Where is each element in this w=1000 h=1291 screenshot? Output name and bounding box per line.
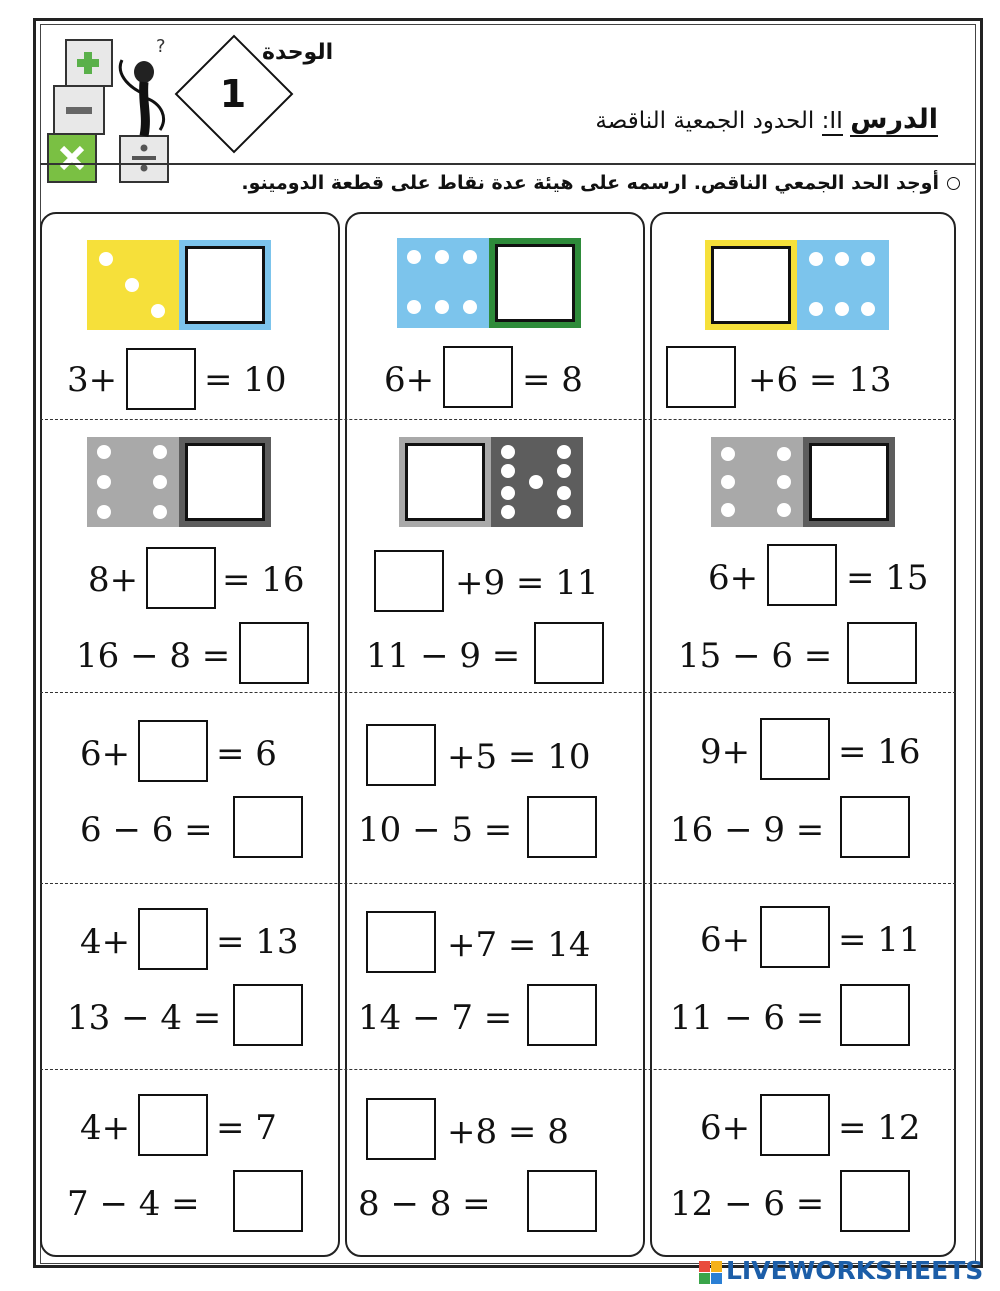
equation-text: 14 − 7 = <box>358 998 513 1038</box>
equation-text: 6+ <box>700 920 751 960</box>
equation-text: 3+ <box>67 360 118 400</box>
equation-text: 8 − 8 = <box>358 1184 491 1224</box>
equation-text: = 15 <box>846 558 929 598</box>
answer-box[interactable] <box>666 346 736 408</box>
equation-text: 6+ <box>708 558 759 598</box>
equation-text: 10 − 5 = <box>358 810 513 850</box>
answer-box[interactable] <box>146 547 216 609</box>
domino-gray-six-b <box>711 437 896 527</box>
answer-box[interactable] <box>138 908 208 970</box>
answer-box[interactable] <box>239 622 309 684</box>
lesson-title: الحدود الجمعية الناقصة <box>595 108 815 134</box>
svg-text:?: ? <box>156 36 166 57</box>
answer-box[interactable] <box>527 796 597 858</box>
answer-box[interactable] <box>374 550 444 612</box>
domino-answer-slot[interactable] <box>179 437 271 527</box>
domino-answer-slot[interactable] <box>399 437 491 527</box>
answer-box[interactable] <box>534 622 604 684</box>
equation-text: 6+ <box>384 360 435 400</box>
equation-text: = 11 <box>838 920 921 960</box>
domino-gray-six <box>87 437 272 527</box>
row-divider <box>40 1069 956 1070</box>
answer-box[interactable] <box>233 796 303 858</box>
domino-blue-dots <box>397 238 489 328</box>
answer-box[interactable] <box>233 1170 303 1232</box>
equation-text: +7 = 14 <box>447 925 591 965</box>
equation-text: 6+ <box>700 1108 751 1148</box>
domino-gray-dots <box>87 437 179 527</box>
answer-box[interactable] <box>760 1094 830 1156</box>
lesson-label: الدرس <box>850 104 938 135</box>
answer-box[interactable] <box>840 796 910 858</box>
equation-text: +5 = 10 <box>447 737 591 777</box>
answer-box[interactable] <box>138 1094 208 1156</box>
brand-logo[interactable] <box>698 1256 983 1285</box>
equation-text: 13 − 4 = <box>67 998 222 1038</box>
equation-text: 16 − 9 = <box>670 810 825 850</box>
circle-bullet-icon <box>947 177 960 190</box>
answer-box[interactable] <box>366 1098 436 1160</box>
domino-yellow-dots <box>87 240 179 330</box>
equation-text: +6 = 13 <box>748 360 892 400</box>
answer-box[interactable] <box>138 720 208 782</box>
answer-box[interactable] <box>840 984 910 1046</box>
equation-text: 4+ <box>80 1108 131 1148</box>
equation-text: = 7 <box>216 1108 277 1148</box>
answer-box[interactable] <box>840 1170 910 1232</box>
answer-box[interactable] <box>126 348 196 410</box>
equation-text: 11 − 9 = <box>366 636 521 676</box>
equation-text: = 16 <box>838 732 921 772</box>
equation-text: 9+ <box>700 732 751 772</box>
answer-box[interactable] <box>443 346 513 408</box>
instruction-line <box>241 172 960 194</box>
equation-text: +9 = 11 <box>455 563 599 603</box>
domino-blue <box>397 238 582 328</box>
answer-box[interactable] <box>760 718 830 780</box>
lesson-title-line <box>595 104 938 135</box>
equation-text: 16 − 8 = <box>76 636 231 676</box>
row-divider <box>40 692 956 693</box>
equation-text: 11 − 6 = <box>670 998 825 1038</box>
brand-name: LIVEWORKSHEETS <box>726 1256 984 1285</box>
answer-box[interactable] <box>233 984 303 1046</box>
domino-yellow <box>87 240 272 330</box>
equation-text: 12 − 6 = <box>670 1184 825 1224</box>
equation-text: 7 − 4 = <box>67 1184 200 1224</box>
answer-box[interactable] <box>527 1170 597 1232</box>
instruction-text: أوجد الحد الجمعي الناقص. ارسمه على هيئة عدة نقاط على قطعة الدومينو. <box>241 172 939 194</box>
domino-gray-dots <box>711 437 803 527</box>
equation-text: 8+ <box>88 560 139 600</box>
lesson-number: II: <box>821 108 843 134</box>
answer-box[interactable] <box>760 906 830 968</box>
equation-text: = 10 <box>204 360 287 400</box>
unit-label: الوحدة <box>262 40 334 65</box>
equation-text: = 16 <box>222 560 305 600</box>
equation-text: 6 − 6 = <box>80 810 213 850</box>
answer-box[interactable] <box>527 984 597 1046</box>
answer-box[interactable] <box>847 622 917 684</box>
domino-gray-nine <box>399 437 584 527</box>
answer-box[interactable] <box>366 911 436 973</box>
domino-answer-slot[interactable] <box>803 437 895 527</box>
equation-text: = 6 <box>216 734 277 774</box>
row-divider <box>40 883 956 884</box>
liveworksheets-logo-icon <box>698 1259 724 1285</box>
answer-box[interactable] <box>366 724 436 786</box>
domino-blue-yellow <box>705 240 890 330</box>
domino-answer-slot[interactable] <box>705 240 797 330</box>
equation-text: 6+ <box>80 734 131 774</box>
equation-text: = 8 <box>522 360 583 400</box>
domino-gray-dots <box>491 437 583 527</box>
domino-answer-slot[interactable] <box>179 240 271 330</box>
equation-text: = 13 <box>216 922 299 962</box>
header-divider <box>40 163 976 165</box>
equation-text: 4+ <box>80 922 131 962</box>
row-divider <box>40 419 956 420</box>
equation-text: = 12 <box>838 1108 921 1148</box>
answer-box[interactable] <box>767 544 837 606</box>
domino-answer-slot[interactable] <box>489 238 581 328</box>
equation-text: +8 = 8 <box>447 1112 569 1152</box>
equation-text: 15 − 6 = <box>678 636 833 676</box>
domino-blue-dots <box>797 240 889 330</box>
unit-number: 1 <box>219 72 247 116</box>
